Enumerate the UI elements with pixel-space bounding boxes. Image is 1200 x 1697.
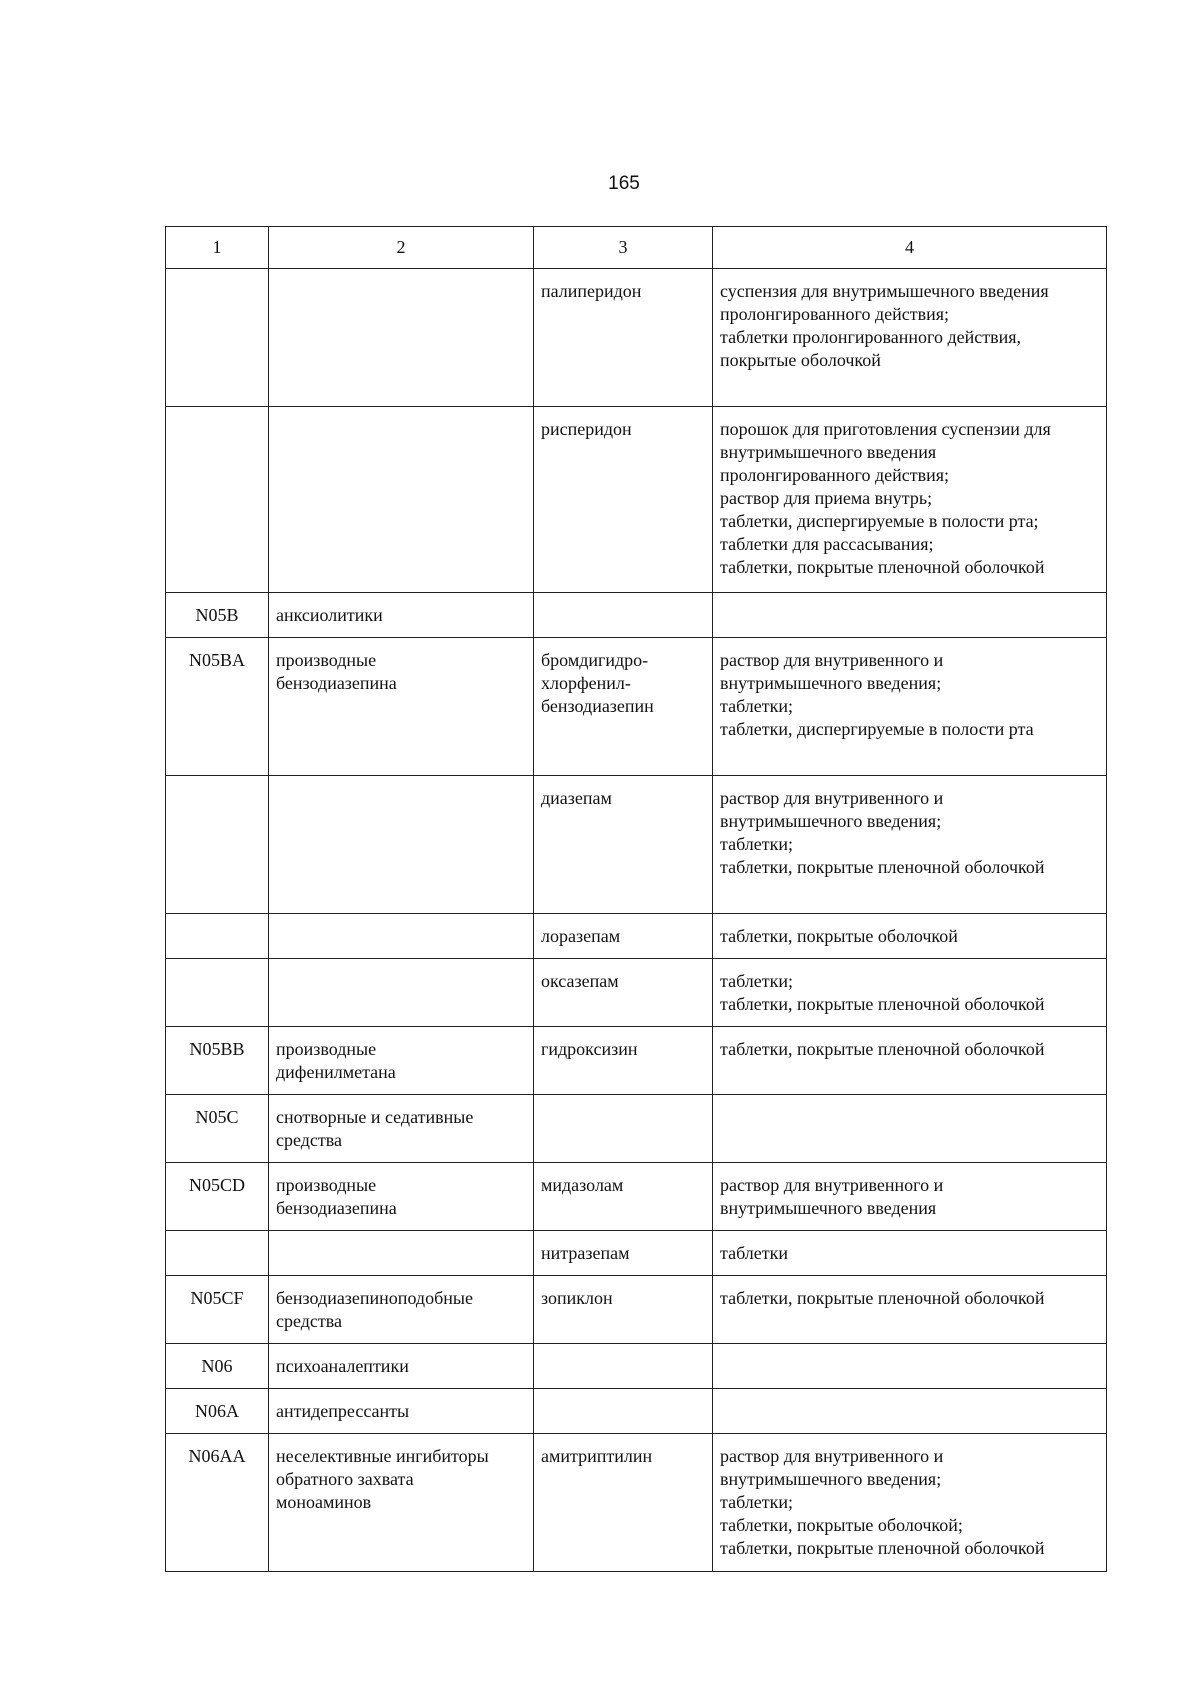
group-cell [269, 407, 534, 593]
dosage-forms-line: суспензия для внутримышечного введения [720, 281, 1049, 301]
table-row [166, 407, 1107, 593]
dosage-forms-line: покрытые оболочкой [720, 350, 881, 370]
atc-code-cell: N06A [166, 1389, 269, 1434]
group-line: бензодиазепиноподобные [276, 1288, 473, 1308]
column-header: 3 [534, 227, 713, 269]
drug-name-cell [534, 407, 713, 593]
group-cell [269, 1163, 534, 1231]
drug-name-line: хлорфенил- [541, 673, 631, 693]
dosage-forms-line: таблетки, диспергируемые в полости рта; [720, 511, 1039, 531]
atc-code-cell [166, 407, 269, 593]
group-line: бензодиазепина [276, 1198, 397, 1218]
group-line: производные [276, 1175, 377, 1195]
dosage-forms-cell [713, 1434, 1107, 1572]
column-header: 1 [166, 227, 269, 269]
group-cell [269, 1344, 534, 1389]
table-row [166, 638, 1107, 776]
atc-code-cell: N05CD [166, 1163, 269, 1231]
group-line: психоаналептики [276, 1356, 409, 1376]
dosage-forms-cell [713, 959, 1107, 1027]
drug-table [165, 226, 1107, 1572]
dosage-forms-line: таблетки пролонгированного действия, [720, 327, 1022, 347]
group-cell [269, 776, 534, 914]
dosage-forms-line: таблетки, покрытые пленочной оболочкой [720, 557, 1045, 577]
group-line: бензодиазепина [276, 673, 397, 693]
drug-name-cell [534, 1095, 713, 1163]
group-cell [269, 638, 534, 776]
group-line: неселективные ингибиторы [276, 1446, 489, 1466]
dosage-forms-line: таблетки; [720, 1492, 794, 1512]
dosage-forms-cell [713, 1276, 1107, 1344]
table-row [166, 593, 1107, 638]
dosage-forms-cell [713, 593, 1107, 638]
atc-code-cell [166, 776, 269, 914]
atc-code-cell: N06 [166, 1344, 269, 1389]
drug-name-line: амитриптилин [541, 1446, 653, 1466]
dosage-forms-line: таблетки для рассасывания; [720, 534, 934, 554]
group-cell [269, 1231, 534, 1276]
group-line: производные [276, 650, 377, 670]
table-row [166, 914, 1107, 959]
dosage-forms-line: таблетки, покрытые пленочной оболочкой [720, 1288, 1045, 1308]
dosage-forms-line: таблетки, покрытые оболочкой [720, 926, 958, 946]
table-row [166, 1027, 1107, 1095]
dosage-forms-line: раствор для внутривенного и [720, 1175, 944, 1195]
group-line: средства [276, 1130, 343, 1150]
dosage-forms-cell [713, 1095, 1107, 1163]
dosage-forms-line: раствор для приема внутрь; [720, 488, 933, 508]
dosage-forms-line: внутримышечного введения; [720, 811, 942, 831]
dosage-forms-line: таблетки; [720, 834, 794, 854]
drug-name-line: зопиклон [541, 1288, 613, 1308]
dosage-forms-cell [713, 1231, 1107, 1276]
group-cell [269, 1389, 534, 1434]
table-row [166, 776, 1107, 914]
dosage-forms-line: таблетки, покрытые оболочкой; [720, 1515, 963, 1535]
group-cell [269, 1027, 534, 1095]
atc-code-cell [166, 959, 269, 1027]
dosage-forms-line: внутримышечного введения [720, 442, 937, 462]
atc-code-cell: N05C [166, 1095, 269, 1163]
dosage-forms-cell [713, 914, 1107, 959]
atc-code-cell: N05BB [166, 1027, 269, 1095]
atc-code-cell: N06AA [166, 1434, 269, 1572]
group-line: анксиолитики [276, 605, 383, 625]
drug-name-cell [534, 1389, 713, 1434]
table-row [166, 1095, 1107, 1163]
drug-name-line: рисперидон [541, 419, 632, 439]
dosage-forms-cell [713, 1163, 1107, 1231]
group-line: моноаминов [276, 1492, 372, 1512]
dosage-forms-cell [713, 1389, 1107, 1434]
dosage-forms-line: внутримышечного введения [720, 1198, 937, 1218]
drug-name-line: диазепам [541, 788, 612, 808]
drug-name-cell [534, 1163, 713, 1231]
drug-name-cell [534, 1027, 713, 1095]
group-line: антидепрессанты [276, 1401, 410, 1421]
dosage-forms-line: раствор для внутривенного и [720, 1446, 944, 1466]
atc-code-cell: N05BA [166, 638, 269, 776]
dosage-forms-cell [713, 1344, 1107, 1389]
dosage-forms-cell [713, 407, 1107, 593]
dosage-forms-line: раствор для внутривенного и [720, 788, 944, 808]
table-row [166, 1344, 1107, 1389]
group-cell [269, 1434, 534, 1572]
drug-name-cell [534, 593, 713, 638]
dosage-forms-line: внутримышечного введения; [720, 673, 942, 693]
column-header: 4 [713, 227, 1107, 269]
dosage-forms-cell [713, 638, 1107, 776]
group-cell [269, 593, 534, 638]
table-row [166, 959, 1107, 1027]
drug-name-cell [534, 638, 713, 776]
atc-code-cell: N05B [166, 593, 269, 638]
group-line: снотворные и седативные [276, 1107, 474, 1127]
drug-name-line: оксазепам [541, 971, 619, 991]
dosage-forms-line: пролонгированного действия; [720, 304, 950, 324]
table-row [166, 1434, 1107, 1572]
dosage-forms-cell [713, 1027, 1107, 1095]
dosage-forms-line: таблетки, покрытые пленочной оболочкой [720, 994, 1045, 1014]
column-header: 2 [269, 227, 534, 269]
dosage-forms-line: таблетки, покрытые пленочной оболочкой [720, 1039, 1045, 1059]
group-line: производные [276, 1039, 377, 1059]
table-row [166, 1276, 1107, 1344]
dosage-forms-cell [713, 269, 1107, 407]
drug-name-cell [534, 269, 713, 407]
group-line: обратного захвата [276, 1469, 414, 1489]
drug-name-line: лоразепам [541, 926, 621, 946]
group-cell [269, 1276, 534, 1344]
dosage-forms-line: таблетки; [720, 971, 794, 991]
dosage-forms-line: таблетки; [720, 696, 794, 716]
dosage-forms-line: таблетки [720, 1243, 789, 1263]
drug-name-line: бромдигидро- [541, 650, 649, 670]
atc-code-cell: N05CF [166, 1276, 269, 1344]
table-row [166, 1163, 1107, 1231]
group-cell [269, 914, 534, 959]
drug-name-line: бензодиазепин [541, 696, 654, 716]
dosage-forms-line: таблетки, покрытые пленочной оболочкой [720, 1538, 1045, 1558]
page-number: 165 [608, 173, 640, 194]
drug-name-cell [534, 1434, 713, 1572]
dosage-forms-line: раствор для внутривенного и [720, 650, 944, 670]
atc-code-cell [166, 1231, 269, 1276]
drug-name-cell [534, 1231, 713, 1276]
dosage-forms-line: таблетки, диспергируемые в полости рта [720, 719, 1034, 739]
drug-name-cell [534, 1344, 713, 1389]
dosage-forms-cell [713, 776, 1107, 914]
drug-name-cell [534, 959, 713, 1027]
dosage-forms-line: внутримышечного введения; [720, 1469, 942, 1489]
drug-name-line: палиперидон [541, 281, 642, 301]
table-row [166, 269, 1107, 407]
dosage-forms-line: пролонгированного действия; [720, 465, 950, 485]
table-header-row [166, 227, 1107, 269]
drug-name-cell [534, 776, 713, 914]
atc-code-cell [166, 914, 269, 959]
dosage-forms-line: порошок для приготовления суспензии для [720, 419, 1051, 439]
group-cell [269, 959, 534, 1027]
table-row [166, 1231, 1107, 1276]
dosage-forms-line: таблетки, покрытые пленочной оболочкой [720, 857, 1045, 877]
drug-name-line: нитразепам [541, 1243, 630, 1263]
drug-name-line: мидазолам [541, 1175, 624, 1195]
drug-name-cell [534, 1276, 713, 1344]
drug-name-line: гидроксизин [541, 1039, 638, 1059]
group-cell [269, 1095, 534, 1163]
group-line: средства [276, 1311, 343, 1331]
table-row [166, 1389, 1107, 1434]
group-line: дифенилметана [276, 1062, 396, 1082]
atc-code-cell [166, 269, 269, 407]
group-cell [269, 269, 534, 407]
drug-name-cell [534, 914, 713, 959]
